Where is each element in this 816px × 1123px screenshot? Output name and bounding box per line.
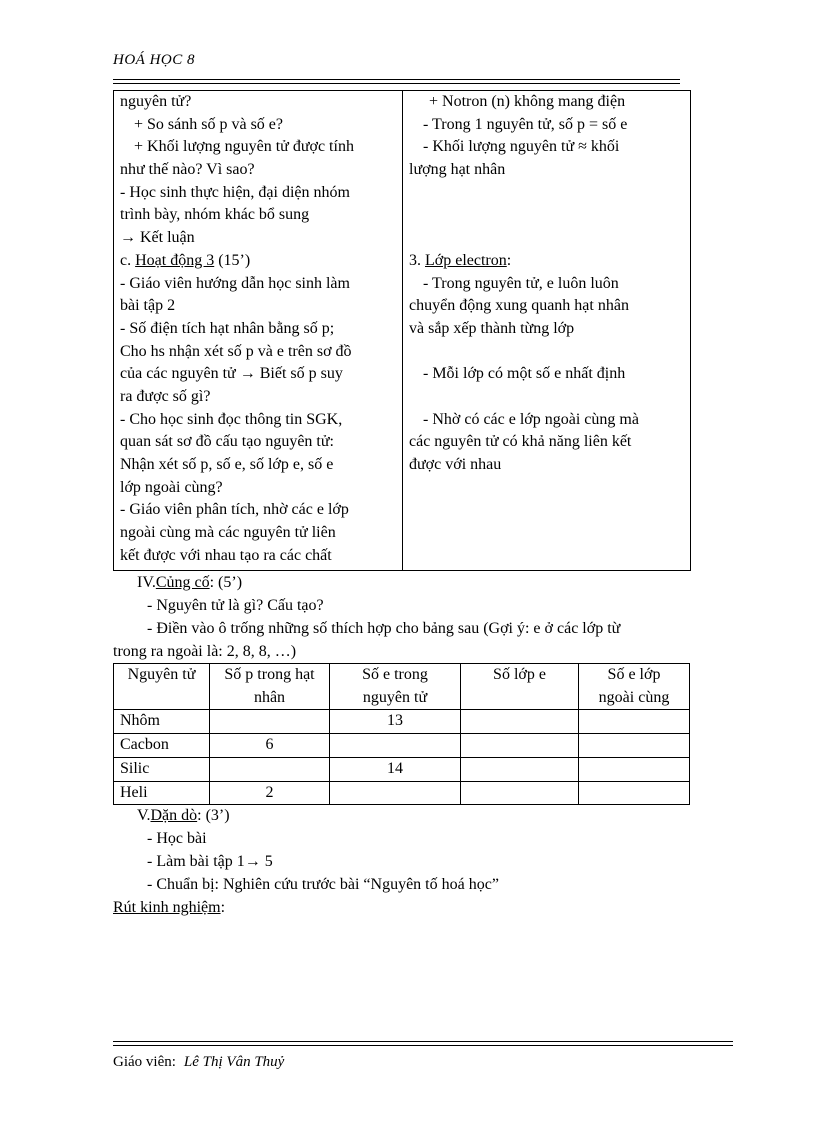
activity-line: bài tập 2	[120, 297, 176, 315]
experience-heading	[113, 897, 225, 920]
activity-line: ra được số gì?	[120, 387, 211, 405]
table-header-row	[114, 664, 690, 710]
section-iv-time: : (5’)	[209, 574, 243, 591]
section-iv-title: Củng cố	[155, 574, 210, 591]
value-cell: 13	[330, 710, 461, 734]
activity-line: như thế nào? Vì sao?	[120, 161, 255, 179]
activity-heading-time: (15’)	[214, 251, 251, 269]
content-line: - Khối lượng nguyên tử ≈ khối	[423, 138, 620, 156]
footer-label: Giáo viên:	[113, 1054, 176, 1070]
value-cell	[579, 734, 690, 758]
content-line: và sắp xếp thành từng lớp	[409, 319, 575, 337]
review-instruction-cont: trong ra ngoài là: 2, 8, 8, …)	[113, 643, 297, 660]
content-line: - Trong nguyên tử, e luôn luôn	[423, 274, 619, 292]
content-line: + Notron (n) không mang điện	[429, 93, 626, 110]
value-cell	[330, 781, 461, 805]
page-header-title: HOÁ HỌC 8	[113, 52, 195, 68]
value-cell	[461, 757, 579, 781]
value-cell	[210, 710, 330, 734]
content-line: - Mỗi lớp có một số e nhất định	[423, 365, 626, 383]
atom-name-cell: Heli	[114, 781, 210, 805]
table-row	[114, 781, 690, 805]
content-line: chuyển động xung quanh hạt nhân	[409, 297, 629, 315]
homework-item: - Chuẩn bị: Nghiên cứu trước bài “Nguyên tố hoá học”	[147, 876, 499, 893]
value-cell	[461, 710, 579, 734]
content-line: - Nhờ có các e lớp ngoài cùng mà	[423, 410, 639, 428]
header-shell-count: Số lớp e	[461, 664, 579, 710]
lesson-table	[113, 90, 691, 571]
content-line: lượng hạt nhân	[409, 161, 506, 179]
value-cell	[461, 734, 579, 758]
header-atom: Nguyên tử	[114, 664, 210, 710]
teacher-student-activities-cell	[114, 91, 403, 571]
atom-data-table	[113, 663, 690, 805]
value-cell	[579, 710, 690, 734]
atom-name-cell: Silic	[114, 757, 210, 781]
activity-heading-prefix: c.	[120, 251, 136, 269]
activity-line: lớp ngoài cùng?	[120, 478, 223, 496]
content-line: - Trong 1 nguyên tử, số p = số e	[423, 115, 628, 133]
activity-line: Cho hs nhận xét số p và e trên sơ đồ	[120, 342, 352, 360]
footer-divider	[113, 1041, 733, 1046]
activity-line: + So sánh số p và số e?	[134, 115, 284, 133]
activity-line: → Kết luận	[120, 229, 195, 247]
content-line: các nguyên tử có khả năng liên kết	[409, 433, 632, 451]
content-heading-title: Lớp electron	[425, 251, 507, 269]
content-heading-number: 3.	[409, 251, 425, 269]
header-electron-count: Số e trong nguyên tử	[330, 664, 461, 710]
activity-line: quan sát sơ đồ cấu tạo nguyên tử:	[120, 433, 334, 451]
content-heading	[409, 250, 684, 273]
activity-line: + Khối lượng nguyên tử được tính	[134, 138, 354, 156]
experience-title: Rút kinh nghiệm	[113, 899, 221, 916]
experience-colon: :	[220, 899, 226, 916]
section-iv-number: IV.	[137, 574, 156, 591]
section-v-time: : (3’)	[197, 807, 230, 824]
table-row	[114, 734, 690, 758]
activity-heading	[120, 250, 396, 273]
section-v-number: V.	[137, 807, 151, 824]
activity-line: - Giáo viên phân tích, nhờ các e lớp	[120, 501, 349, 519]
teacher-name: Lê Thị Vân Thuỷ	[183, 1054, 285, 1070]
header-outer-electrons: Số e lớp ngoài cùng	[579, 664, 690, 710]
activity-line: Nhận xét số p, số e, số lớp e, số e	[120, 456, 334, 473]
review-instruction: - Điền vào ô trống những số thích hợp cho bảng sau (Gợi ý: e ở các lớp từ	[147, 620, 621, 637]
activity-line: ngoài cùng mà các nguyên tử liên	[120, 524, 336, 542]
activity-line: - Số điện tích hạt nhân bằng số p;	[120, 319, 335, 337]
homework-item: - Làm bài tập 1→ 5	[147, 853, 273, 870]
activity-heading-title: Hoạt động 3	[135, 251, 215, 269]
atom-name-cell: Nhôm	[114, 710, 210, 734]
header-proton-count: Số p trong hạt nhân	[210, 664, 330, 710]
content-notes-cell	[403, 91, 691, 571]
value-cell: 2	[210, 781, 330, 805]
table-row	[114, 710, 690, 734]
value-cell	[461, 781, 579, 805]
activity-line: nguyên tử?	[120, 93, 192, 110]
review-question: - Nguyên tử là gì? Cấu tạo?	[147, 597, 324, 614]
content-heading-colon: :	[506, 251, 512, 269]
value-cell	[579, 781, 690, 805]
value-cell: 6	[210, 734, 330, 758]
footer	[113, 1054, 284, 1071]
atom-name-cell: Cacbon	[114, 734, 210, 758]
section-v-heading	[137, 805, 230, 828]
content-line: được với nhau	[409, 456, 502, 473]
homework-item: - Học bài	[147, 830, 207, 847]
section-iv-heading	[137, 572, 242, 595]
value-cell	[330, 734, 461, 758]
activity-line: kết được với nhau tạo ra các chất	[120, 546, 332, 564]
activity-line: - Cho học sinh đọc thông tin SGK,	[120, 410, 343, 428]
activity-line: - Học sinh thực hiện, đại diện nhóm	[120, 183, 350, 201]
header-divider	[113, 79, 680, 84]
table-row	[114, 757, 690, 781]
value-cell	[210, 757, 330, 781]
activity-line: - Giáo viên hướng dẫn học sinh làm	[120, 274, 350, 292]
activity-line: trình bày, nhóm khác bổ sung	[120, 206, 310, 224]
value-cell: 14	[330, 757, 461, 781]
activity-line: của các nguyên tử → Biết số p suy	[120, 365, 343, 383]
section-v-title: Dặn dò	[150, 807, 198, 824]
value-cell	[579, 757, 690, 781]
